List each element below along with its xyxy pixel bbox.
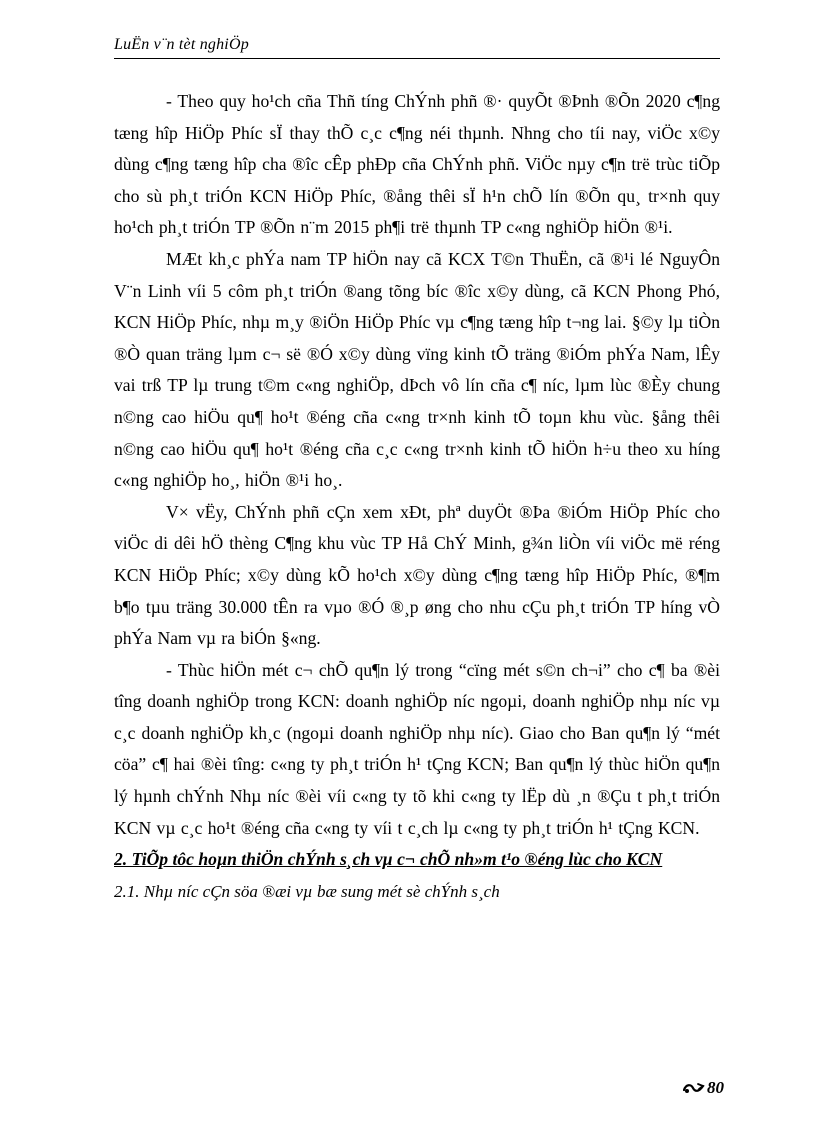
paragraph-2: MÆt kh¸c phÝa nam TP hiÖn nay cã KCX T©n ThuËn, cã ®¹i lé NguyÔn V¨n Linh víi 5 côm ph¸t triÓn ®ang tõng bíc ®îc x©y dùng, cã KCN Phong Phó, KCN HiÖp Phíc, nhµ m¸y ®iÖn HiÖp Phíc vµ c¶ng tæng hîp t¬ng lai. §©y lµ tiÒn ®Ò quan träng lµm c¬ së ®Ó x©y dùng vïng kinh tÕ träng ®iÓm phÝa Nam, lÊy vai trß TP lµ trung t©m c«ng nghiÖp, dÞch vô lín cña c¶ níc, lµm lùc ®Èy chung n©ng cao hiÖu qu¶ ho¹t ®éng cña c«ng tr×nh kinh tÕ toµn khu vùc. §ång thêi n©ng cao hiÖu qu¶ ho¹t ®éng cña c¸c c«ng tr×nh kinh tÕ hiÖn h÷u theo xu híng c«ng nghiÖp ho¸, hiÖn ®¹i ho¸. [114,248,720,491]
page-number-block [683,1078,724,1098]
paragraph-1: - Theo quy ho¹ch cña Thñ tíng ChÝnh phñ ®· quyÕt ®Þnh ®Õn 2020 c¶ng tæng hîp HiÖp Phíc sÏ thay thÕ c¸c c¶ng néi thµnh. Nhng cho tíi nay, viÖc x©y dùng c¶ng tæng hîp cha ®îc cÊp phÐp cña ChÝnh phñ. ViÖc nµy c¶n trë trùc tiÕp cho sù ph¸t triÓn KCN HiÖp Phíc, ®ång thêi sÏ h¹n chÕ lín ®Õn qu¸ tr×nh quy ho¹ch ph¸t triÓn TP ®Õn n¨m 2015 ph¶i trë thµnh TP c«ng nghiÖp hiÖn ®¹i. [114,91,720,238]
running-header [114,34,720,59]
page-number: 80 [707,1078,724,1097]
paragraph-4: - Thùc hiÖn mét c¬ chÕ qu¶n lý trong “cïng mét s©n ch¬i” cho c¶ ba ®èi tîng doanh nghiÖp trong KCN: doanh nghiÖp níc ngoµi, doanh nghiÖp nhµ níc vµ c¸c doanh nghiÖp kh¸c (ngoµi doanh nghiÖp nhµ níc). Giao cho Ban qu¶n lý “mét cöa” c¶ hai ®èi tîng: c«ng ty ph¸t triÓn h¹ tÇng KCN; Ban qu¶n lý thùc hiÖn qu¶n lý hµnh chÝnh Nhµ níc ®èi víi c«ng ty tõ khi c«ng ty lËp dù ¸n ®Çu t ph¸t triÓn KCN vµ c¸c ho¹t ®éng cña c«ng ty víi t c¸ch lµ c«ng ty ph¸t triÓn h¹ tÇng KCN. [114,659,720,838]
ornament-icon [683,1081,705,1095]
paragraph-3: V× vËy, ChÝnh phñ cÇn xem xÐt, phª duyÖt ®Þa ®iÓm HiÖp Phíc cho viÖc di dêi hÖ thèng C¶ng khu vùc TP Hå ChÝ Minh, g¾n liÒn víi viÖc më réng KCN HiÖp Phíc; x©y dùng kÕ ho¹ch x©y dùng c¶ng tæng hîp HiÖp Phíc, ®¶m b¶o tµu träng 30.000 tÊn ra vµo ®Ó ®¸p øng cho nhu cÇu ph¸t triÓn TP híng vÒ phÝa Nam vµ ra biÓn §«ng. [114,501,720,649]
document-body [114,86,720,907]
sub-heading: 2.1. Nhµ níc cÇn söa ®æi vµ bæ sung mét sè chÝnh s¸ch [114,881,500,901]
section-heading: 2. TiÕp tôc hoµn thiÖn chÝnh s¸ch vµ c¬ chÕ nh»m t¹o ®éng lùc cho KCN [114,849,663,870]
header-title: LuËn v¨n tèt nghiÖp [114,36,249,53]
